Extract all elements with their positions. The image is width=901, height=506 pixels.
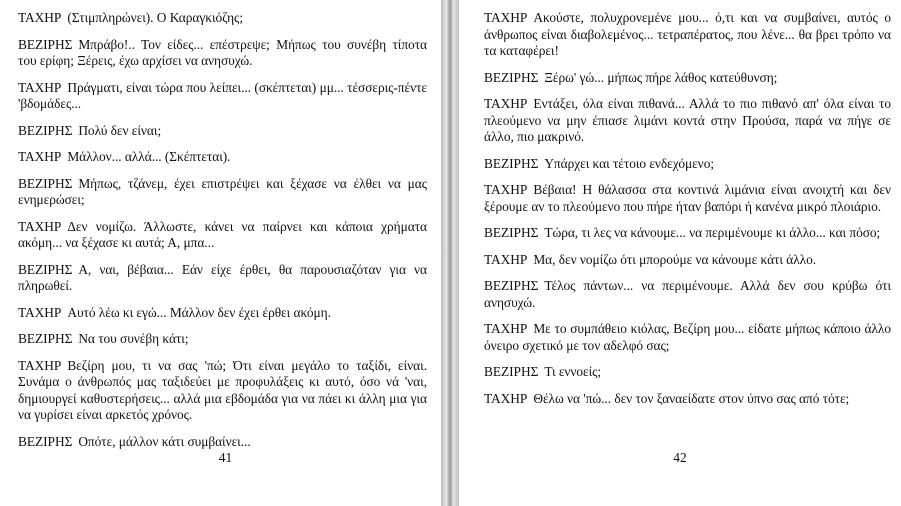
speech-text: Α, ναι, βέβαια... Εάν είχε έρθει, θα παρουσιαζόταν για να πληρωθεί. (18, 261, 427, 293)
speaker-name: ΤΑΧΗΡ (484, 390, 528, 406)
dialogue-line (484, 278, 891, 311)
dialogue-line (18, 219, 427, 252)
speaker-name: ΤΑΧΗΡ (18, 218, 62, 234)
dialogue-line (484, 364, 891, 381)
speaker-name: ΒΕΖΙΡΗΣ (484, 225, 539, 240)
speaker-name: ΤΑΧΗΡ (18, 149, 62, 164)
dialogue-line (18, 123, 427, 140)
speaker-name: ΒΕΖΙΡΗΣ (484, 155, 539, 171)
speaker-name: ΒΕΖΙΡΗΣ (484, 364, 539, 379)
dialogue-line (484, 96, 891, 146)
speech-text: Μα, δεν νομίζω ότι μπορούμε να κάνουμε κάτι άλλο. (533, 251, 817, 267)
dialogue-line (18, 37, 427, 70)
dialogue-line (18, 262, 427, 295)
right-page-number: 42 (673, 450, 687, 465)
speech-text: Πολύ δεν είναι; (78, 122, 162, 138)
right-page-body (484, 10, 891, 407)
speaker-name: ΒΕΖΙΡΗΣ (18, 433, 73, 449)
dialogue-line (484, 156, 891, 173)
speaker-name: ΒΕΖΙΡΗΣ (18, 175, 73, 191)
speech-text: Με το συμπάθειο κιόλας, Βεζίρη μου... είδατε μήπως κάποιο άλλο όνειρο σχετικό με τον αδελφό σας; (484, 321, 891, 353)
dialogue-line (18, 176, 427, 209)
dialogue-line (484, 182, 891, 215)
speech-text: Οπότε, μάλλον κάτι συμβαίνει... (78, 433, 251, 449)
left-page-body (18, 10, 427, 450)
dialogue-line (18, 305, 427, 322)
speaker-name: ΤΑΧΗΡ (18, 79, 62, 95)
speech-text: Βέβαια! Η θάλασσα στα κοντινά λιμάνια είναι ανοιχτή και δεν ξέρουμε αν το πλεούμενο που πήρε ήταν βαπόρι ή κανένα μικρό πλοιάριο. (484, 182, 891, 214)
speech-text: Τώρα, τι λες να κάνουμε... να περιμένουμε κι άλλο... και πόσο; (544, 225, 881, 240)
speaker-name: ΒΕΖΙΡΗΣ (18, 331, 73, 346)
speaker-name: ΤΑΧΗΡ (18, 10, 62, 25)
speech-text: Δεν νομίζω. Άλλωστε, κάνει να παίρνει και κάποια χρήματα ακόμη... να ξέχασε κι αυτά; Α, μπα... (18, 218, 427, 250)
dialogue-line (484, 225, 891, 242)
speech-text: Εντάξει, όλα είναι πιθανά... Αλλά το πιο πιθανό απ' όλα είναι το πλεούμενο να μην έπιασε λιμάνι κοντά στην Προύσα, παρά να πήγε σε άλλο, πιο μακρινό. (484, 96, 891, 144)
speech-text: Αυτό λέω κι εγώ... Μάλλον δεν έχει έρθει ακόμη. (67, 304, 331, 320)
speech-text: Τι εννοείς; (544, 364, 602, 379)
dialogue-line (484, 70, 891, 87)
dialogue-line (18, 80, 427, 113)
dialogue-line (18, 358, 427, 424)
speech-text: Μήπως, τζάνεμ, έχει επιστρέψει και ξέχασε να έλθει να μας ενημερώσει; (18, 175, 427, 207)
speech-text: Θέλω να 'πώ... δεν τον ξαναείδατε στον ύπνο σας από τότε; (533, 390, 850, 406)
left-page (0, 0, 441, 506)
speech-text: Πράγματι, είναι τώρα που λείπει... (σκέπτεται) μμ... τέσσερις-πέντε 'βδομάδες... (18, 79, 427, 111)
speaker-name: ΤΑΧΗΡ (484, 321, 528, 336)
speech-text: Ξέρω' γώ... μήπως πήρε λάθος κατεύθυνση; (544, 69, 778, 85)
dialogue-line (18, 10, 427, 27)
speech-text: Τέλος πάντων... να περιμένουμε. Αλλά δεν σου κρύβω ότι ανησυχώ. (484, 278, 891, 310)
speaker-name: ΒΕΖΙΡΗΣ (18, 36, 73, 52)
dialogue-line (484, 252, 891, 269)
speech-text: (Στιμπληρώνει). Ο Καραγκιόζης; (67, 10, 243, 25)
dialogue-line (18, 434, 427, 451)
speech-text: Υπάρχει και τέτοιο ενδεχόμενο; (544, 155, 715, 171)
speaker-name: ΤΑΧΗΡ (18, 304, 62, 320)
speech-text: Ακούστε, πολυχρονεμένε μου... ό,τι και να συμβαίνει, αυτός ο άνθρωπος είναι διαβολεμένος... τετραπέρατος, που λένε... θα βρει τρόπο να τα καταφέρει! (484, 10, 891, 58)
speaker-name: ΒΕΖΙΡΗΣ (484, 278, 539, 293)
speaker-name: ΤΑΧΗΡ (484, 96, 528, 111)
dialogue-line (484, 321, 891, 354)
speech-text: Μπράβο!.. Τον είδες... επέστρεψε; Μήπως του συνέβη τίποτα του ερίφη; Ξέρεις, έχω αρχίσει να ανησυχώ. (18, 36, 427, 68)
speaker-name: ΒΕΖΙΡΗΣ (484, 69, 539, 85)
dialogue-line (18, 149, 427, 166)
speech-text: Μάλλον... αλλά... (Σκέπτεται). (67, 149, 231, 164)
dialogue-line (18, 331, 427, 348)
speaker-name: ΤΑΧΗΡ (484, 182, 528, 197)
speech-text: Να του συνέβη κάτι; (78, 331, 189, 346)
speech-text: Βεζίρη μου, τι να σας 'πώ; Ότι είναι μεγάλο το ταξίδι, είναι. Συνάμα ο άνθρωπός μας ταξιδεύει με προφυλάξεις κι αυτό, όσο νά 'ναι, δημιουργεί καθυστερήσεις... αλλά μια εβδομάδα για να πάει κι άλλη μια για να γυρίσει είναι αρκετός χρόνος. (18, 357, 427, 422)
speaker-name: ΤΑΧΗΡ (18, 357, 62, 373)
page-gutter (441, 0, 459, 506)
dialogue-line (484, 10, 891, 60)
speaker-name: ΤΑΧΗΡ (484, 251, 528, 267)
speaker-name: ΒΕΖΙΡΗΣ (18, 261, 73, 277)
speaker-name: ΒΕΖΙΡΗΣ (18, 122, 73, 138)
dialogue-line (484, 391, 891, 408)
right-page (459, 0, 901, 506)
speaker-name: ΤΑΧΗΡ (484, 10, 528, 25)
left-page-number: 41 (218, 450, 233, 465)
